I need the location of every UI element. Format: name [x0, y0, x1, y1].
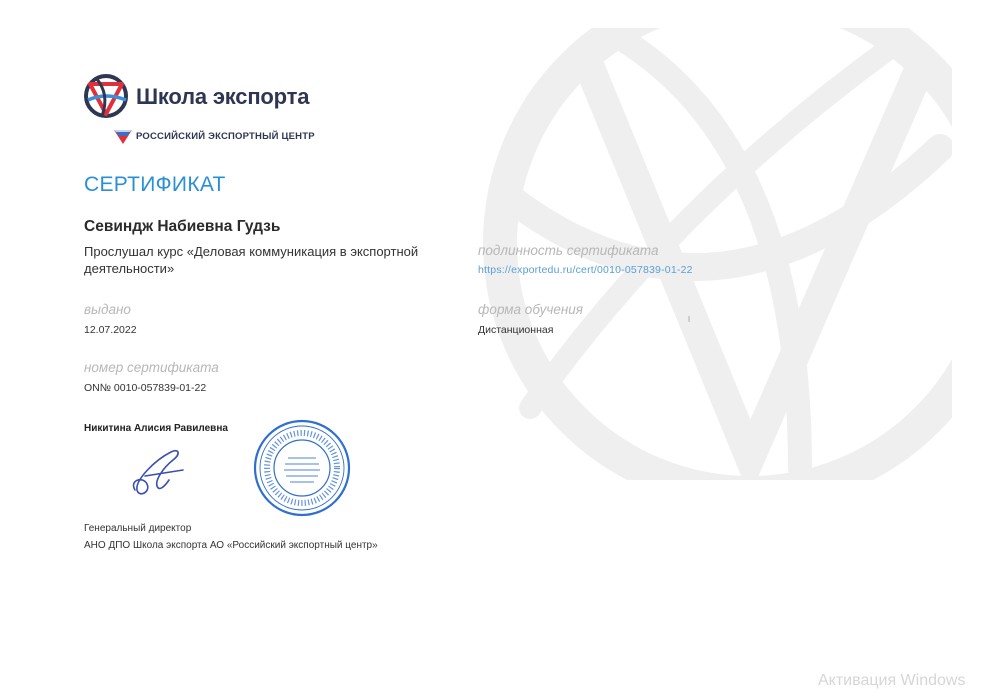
issued-label: выдано [84, 302, 131, 317]
study-form-value: Дистанционная [478, 324, 554, 336]
globe-logo-icon [82, 70, 130, 122]
study-form-label: форма обучения [478, 302, 584, 317]
official-stamp [252, 418, 352, 518]
signatory-position: Генеральный директор [84, 523, 192, 534]
authenticity-label: подлинность сертификата [478, 243, 659, 258]
os-activation-overlay: Активация Windows [818, 672, 966, 689]
number-label: номер сертификата [84, 360, 219, 375]
rec-flag-icon [114, 130, 132, 146]
brand-subtitle: РОССИЙСКИЙ ЭКСПОРТНЫЙ ЦЕНТР [136, 131, 315, 142]
certificate-number: ОN№ 0010-057839-01-22 [84, 382, 207, 394]
recipient-name: Севиндж Набиевна Гудзь [84, 218, 281, 235]
handwritten-signature [125, 446, 189, 502]
signatory-organization: АНО ДПО Школа экспорта АО «Российский экспортный центр» [84, 540, 378, 551]
signatory-name: Никитина Алисия Равилевна [84, 423, 228, 434]
course-description: Прослушал курс «Деловая коммуникация в экспортной деятельности» [84, 244, 419, 276]
brand-title: Школа экспорта [136, 84, 310, 109]
divider-tick [688, 316, 690, 322]
authenticity-link[interactable]: https://exportedu.ru/cert/0010-057839-01-22 [478, 264, 693, 276]
brand-logo [82, 70, 362, 150]
certificate-heading: СЕРТИФИКАТ [84, 173, 226, 196]
issued-date: 12.07.2022 [84, 324, 137, 336]
